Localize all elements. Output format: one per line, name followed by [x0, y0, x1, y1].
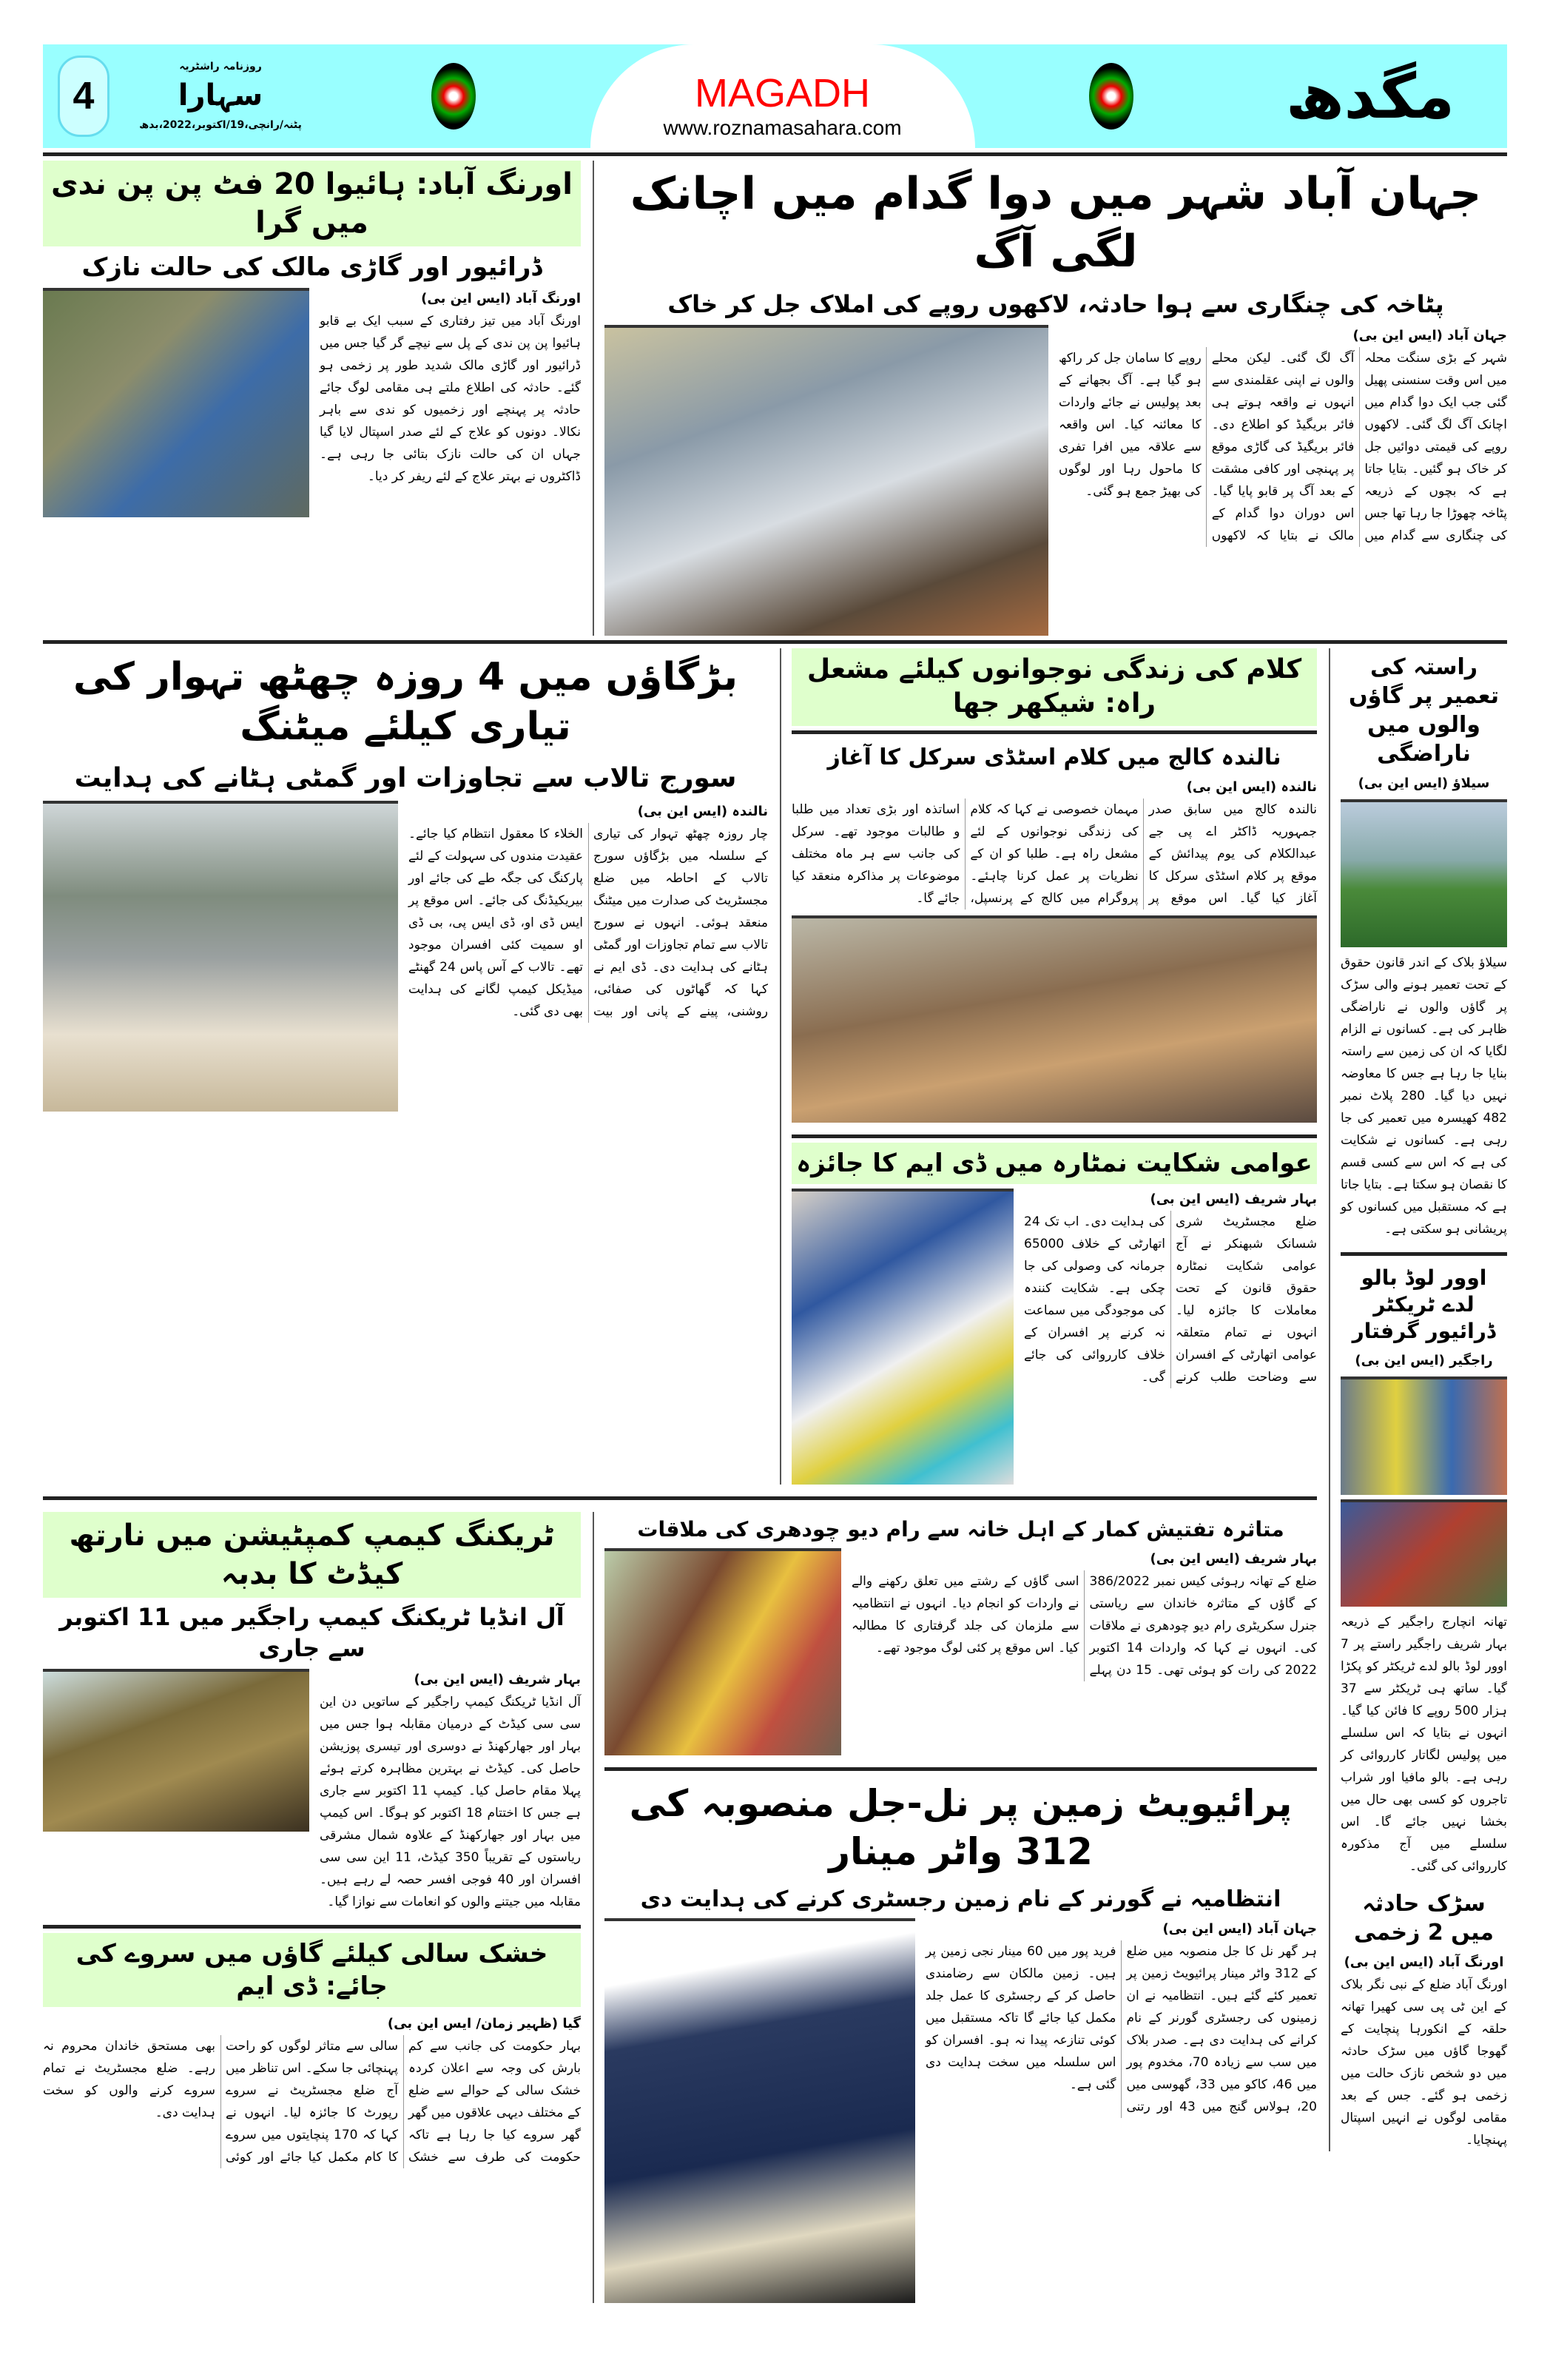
masthead — [43, 44, 1507, 148]
left-column — [43, 1512, 581, 2168]
page-number-badge — [58, 56, 109, 137]
story-body: اورنگ آباد میں تیز رفتاری کے سبب ایک بے قابو ہائیوا پن پن ندی کے پل سے نیچے گر گیا جس میں ڈرائیور اور گاڑی مالک شدید طور پر زخمی ہو گئے۔ حادثہ کی اطلاع ملتے ہی مقامی لوگ جائے حادثہ پر پہنچے اور زخمیوں کو ندی سے باہر نکالا۔ دونوں کو علاج کے لئے صدر اسپتال لایا گیا جہاں ان کی حالت نازک بتائی جا رہی ہے۔ ڈاکٹروں نے بہتر علاج کے لئے ریفر کر دیا۔ — [320, 314, 581, 485]
right-main-column — [593, 1512, 1317, 2302]
story-content — [604, 1548, 1317, 1755]
section-title: مگدھ — [1285, 60, 1455, 132]
story-body: چار روزہ چھٹھ تہوار کی تیاری کے سلسلہ میں بڑگاؤں سورج تالاب کے احاطہ میں ضلع مجسٹریٹ کی صدارت میں میٹنگ منعقد ہوئی۔ انہوں نے سورج تالاب سے تمام تجاوزات اور گمٹی ہٹانے کی ہدایت دی۔ ڈی ایم نے کہا کہ گھاٹوں کی صفائی، روشنی، پینے کے پانی اور بیت الخلاء کا معقول انتظام کیا جائے۔ عقیدت مندوں کی سہولت کے لئے پارکنگ کی جگہ طے کی جائے اور بیریکیڈنگ کی جائے۔ اس موقع پر ایس ڈی او، ڈی ایس پی، بی ڈی او سمیت کئی افسران موجود تھے۔ تالاب کے آس پاس 24 گھنٹے میڈیکل کیمپ لگانے کی ہدایت بھی دی گئی۔ — [408, 826, 768, 1019]
story-victim — [604, 1512, 1317, 1755]
truck-photo — [43, 288, 309, 517]
story-content — [43, 801, 768, 1112]
subhead: ڈرائیور اور گاڑی مالک کی حالت نازک — [81, 252, 542, 282]
paper-logo — [124, 59, 317, 133]
story-body: تھانہ انچارج راجگیر کے ذریعہ بہار شریف راجگیر راستے پر 7 اوور لوڈ بالو لدے ٹریکٹر کو پکڑا گیا۔ ساتھ ہی ٹریکٹر سے 37 ہزار 500 روپے کا فائن کیا گیا۔ انہوں نے بتایا کہ اس سلسلے میں پولیس لگاتار کارروائی کر رہی ہے۔ بالو مافیا اور شراب تاجروں کو کسی بھی حال میں بخشا نہیں جائے گا۔ اس سلسلے میں آج مذکورہ کارروائی کی گئی۔ — [1341, 1614, 1507, 1874]
middle-column — [780, 648, 1317, 1485]
story-chhath — [43, 648, 768, 1112]
row-middle — [43, 648, 1317, 1485]
story-body: نالندہ کالج میں سابق صدر جمہوریہ ڈاکٹر اے پی جے عبدالکلام کی یوم پیدائش کے موقع پر کلام اسٹڈی سرکل کا آغاز کیا گیا۔ اس موقع پر مہمان خصوصی نے کہا کہ کلام کی زندگی نوجوانوں کے لئے مشعل راہ ہے۔ طلبا کو ان کے نظریات پر عمل کرنا چاہئے۔ پروگرام میں کالج کے پرنسپل، اساتذہ اور بڑی تعداد میں طلبا و طالبات موجود تھے۔ سرکل کی جانب سے ہر ماہ مختلف موضوعات پر مذاکرہ منعقد کیا جائے گا۔ — [792, 802, 1317, 907]
headline: متاثرہ تفتیش کمار کے اہل خانہ سے رام دیو چودھری کی ملاقات — [637, 1517, 1284, 1542]
headline: راستہ کی تعمیر پر گاؤں والوں میں ناراضگی — [1349, 653, 1499, 767]
water-tower-photo — [604, 1918, 915, 2303]
story-road — [1341, 648, 1507, 1240]
pond-meeting-photo — [43, 801, 398, 1112]
section-rule — [792, 1134, 1317, 1138]
story-dm-review — [792, 1130, 1317, 1485]
story-text — [408, 801, 768, 1023]
byline: اورنگ آباد (ایس این بی) — [421, 291, 581, 307]
sun-emblem-icon — [1089, 63, 1133, 130]
road-field-photo — [1341, 799, 1507, 947]
story-text — [1024, 1189, 1317, 1388]
subhead: نالندہ کالج میں کلام اسٹڈی سرکل کا آغاز — [827, 744, 1281, 771]
headline: جہان آباد شہر میں دوا گدام میں اچانک لگی آگ — [630, 168, 1482, 278]
byline: نالندہ (ایس این بی) — [637, 803, 768, 819]
story-body: اورنگ آباد ضلع کے نبی نگر بلاک کے این ٹی پی سی کھیرا تھانہ حلقہ کے انکورہا پنچایت کے گھوجا گاؤں میں سڑک حادثہ میں دو شخص نازک حالت میں زخمی ہو گئے۔ جس کے بعد مقامی لوگوں نے انہیں اسپتال پہنچایا۔ — [1341, 1977, 1507, 2148]
story-body: ہر گھر نل کا جل منصوبہ میں ضلع کے 312 واٹر مینار پرائیویٹ زمین پر تعمیر کئے گئے ہیں۔ انتظامیہ نے ان زمینوں کی رجسٹری گورنر کے نام کرانے کی ہدایت دی ہے۔ صدر بلاک میں سب سے زیادہ 70، مخدوم پور میں 46، کاکو میں 33، گھوسی میں 20، ہولاس گنج میں 43 اور رتنی فرید پور میں 60 مینار نجی زمین پر ہیں۔ زمین مالکان سے رضامندی حاصل کر کے رجسٹری کا عمل جلد مکمل کیا جائے گا تاکہ مستقبل میں کوئی تنازعہ پیدا نہ ہو۔ افسران کو اس سلسلہ میں سخت ہدایت دی گئی ہے۔ — [926, 1943, 1318, 2114]
tractor-photo — [1341, 1499, 1507, 1607]
paper-name: سہارا — [178, 78, 263, 112]
right-sidebar — [1329, 648, 1507, 2151]
story-survey — [43, 1920, 581, 2168]
story-text — [1059, 325, 1507, 547]
subhead: پٹاخہ کی چنگاری سے ہوا حادثہ، لاکھوں روپے کی املاک جل کر خاک — [667, 290, 1444, 318]
section-rule — [43, 1496, 1317, 1500]
story-content — [43, 1669, 581, 1913]
story-content — [604, 1918, 1317, 2303]
masthead-rule — [43, 152, 1507, 156]
subhead: انتظامیہ نے گورنر کے نام زمین رجسٹری کرنے کی ہدایت دی — [640, 1886, 1281, 1912]
fire-photo — [604, 325, 1048, 636]
headline: عوامی شکایت نمٹارہ میں ڈی ایم کا جائزہ — [792, 1143, 1317, 1184]
classroom-photo — [792, 915, 1317, 1123]
row-bottom — [43, 1512, 1317, 2302]
main-area — [43, 648, 1317, 2303]
headline: اوور لوڈ بالو لدے ٹریکٹر ڈرائیور گرفتار — [1352, 1265, 1496, 1344]
lower-area — [43, 648, 1507, 2303]
cadets-photo — [43, 1669, 309, 1832]
sun-emblem-icon — [431, 63, 476, 130]
byline: بہار شریف (ایس این بی) — [1150, 1550, 1317, 1567]
story-text — [320, 288, 581, 488]
story-body: ضلع کے تھانہ رہوئی کیس نمبر 386/2022 کے گاؤں کے متاثرہ خاندان سے ریاستی جنرل سکریٹری رام دیو چودھری نے ملاقات کی۔ انہوں نے کہا کہ واردات 14 اکتوبر 2022 کی رات کو ہوئی تھی۔ 15 دن پہلے اسی گاؤں کے رشتے میں تعلق رکھنے والے نے واردات کو انجام دیا۔ انہوں نے انتظامیہ سے ملزمان کی جلد گرفتاری کا مطالبہ کیا۔ اس موقع پر کئی لوگ موجود تھے۔ — [852, 1573, 1318, 1678]
headline: خشک سالی کیلئے گاؤں میں سروے کی جائے: ڈی ایم — [43, 1933, 581, 2007]
story-water — [604, 1763, 1317, 2303]
byline: اورنگ آباد (ایس این بی) — [1344, 1954, 1504, 1970]
brand-title: MAGADH — [694, 71, 870, 115]
story-text — [926, 1918, 1317, 2118]
story-body: ضلع مجسٹریٹ شری شسانک شبھنکر نے آج عوامی شکایت نمٹارہ حقوق قانون کے تحت معاملات کا جائزہ لیا۔ انہوں نے تمام متعلقہ عوامی اتھارٹی کے افسران سے وضاحت طلب کرنے کی ہدایت دی۔ اب تک 24 اتھارٹی کے خلاف 65000 جرمانہ کی وصولی کی جا چکی ہے۔ شکایت کنندہ کی موجودگی میں سماعت نہ کرنے پر افسران کے خلاف کارروائی کی جائے گی۔ — [1024, 1214, 1317, 1385]
headline: پرائیویٹ زمین پر نل-جل منصوبہ کی 312 واٹر مینار — [629, 1781, 1293, 1873]
story-content — [792, 1189, 1317, 1485]
byline: راجگیر (ایس این بی) — [1355, 1352, 1493, 1368]
story-body: آل انڈیا ٹریکنگ کیمپ راجگیر کے ساتویں دن این سی سی کیڈٹ کے درمیان مقابلہ ہوا جس میں بہار اور جھارکھنڈ نے دوسری اور تیسری پوزیشن حاصل کی۔ کیڈٹ نے بہترین مظاہرہ کرتے ہوئے پہلا مقام حاصل کیا۔ کیمپ 11 اکتوبر سے جاری ہے جس کا اختتام 18 اکتوبر کو ہوگا۔ اس کیمپ میں بہار اور جھارکھنڈ کے علاوہ شمال مشرقی ریاستوں کے تقریباً 350 کیڈٹ، 11 این سی سی افسران اور 40 فوجی افسر حصہ لے رہے ہیں۔ مقابلہ میں جیتنے والوں کو انعامات سے نوازا گیا۔ — [320, 1694, 582, 1909]
family-meeting-photo — [604, 1548, 841, 1755]
byline: گیا (ظہیر زمان/ ایس این بی) — [387, 2015, 581, 2031]
subhead: سورج تالاب سے تجاوزات اور گمٹی ہٹانے کی ہدایت — [74, 762, 737, 793]
story-content — [604, 325, 1507, 636]
row-top — [43, 161, 1507, 636]
title-dome — [590, 44, 975, 148]
headline: ٹریکنگ کیمپ کمپٹیشن میں نارتھ کیڈٹ کا بدبہ — [43, 1512, 581, 1598]
byline: بہار شریف (ایس این بی) — [414, 1671, 581, 1687]
edition-date: پٹنہ/رانچی،19/اکتوبر،2022،بدھ — [139, 119, 302, 131]
story-fire — [593, 161, 1507, 636]
story-body: شہر کے بڑی سنگت محلہ میں اس وقت سنسنی پھیل گئی جب ایک دوا گدام میں اچانک آگ لگ گئی۔ لاکھوں روپے کی قیمتی دوائیں جل کر خاک ہو گئیں۔ بتایا جاتا ہے کہ بچوں کے ذریعہ پٹاخہ چھوڑا جا رہا تھا جس کی چنگاری سے گدام میں آگ لگ گئی۔ لیکن محلے والوں نے اپنی عقلمندی سے انہوں نے واقعہ ہوتے ہی فائر بریگیڈ کو اطلاع دی۔ فائر بریگیڈ کی گاڑی موقع پر پہنچی اور کافی مشقت کے بعد آگ پر قابو پایا گیا۔ اس دوران دوا گدام کے مالک نے بتایا کہ لاکھوں روپے کا سامان جل کر راکھ ہو گیا ہے۔ آگ بجھانے کے بعد پولیس نے جائے واردات کا معائنہ کیا۔ اس واقعہ سے علاقہ میں افرا تفری کا ماحول رہا اور لوگوں کی بھیڑ جمع ہو گئی۔ — [1059, 350, 1507, 543]
story-content — [43, 288, 581, 517]
page-number: 4 — [73, 75, 95, 118]
story-kalam — [792, 648, 1317, 1123]
byline: سیلاؤ (ایس این بی) — [1358, 775, 1490, 791]
headline: اورنگ آباد: ہائیوا 20 فٹ پن پن ندی میں گرا — [43, 161, 581, 246]
story-body: سیلاؤ بلاک کے اندر قانون حقوق کے تحت تعمیر ہونے والی سڑک پر گاؤں والوں نے ناراضگی ظاہر کی ہے۔ کسانوں نے الزام لگایا کہ ان کی زمین سے راستہ بنایا جا رہا ہے جس کا معاوضہ نہیں دیا گیا۔ 280 پلاٹ نمبر 482 کھیسرہ میں تعمیر کی جا رہی ہے۔ کسانوں نے شکایت کی ہے کہ اس سے کسی قسم کا نقصان ہو سکتا ہے۔ بتایا جاتا ہے کہ مستقبل میں کسانوں کو پریشانی ہو سکتی ہے۔ — [1341, 955, 1507, 1237]
byline: جہان آباد (ایس این بی) — [1162, 1920, 1317, 1937]
website-url: www.roznamasahara.com — [663, 116, 902, 139]
story-trekking — [43, 1512, 581, 1912]
section-rule — [43, 1925, 581, 1929]
story-accident — [1341, 1885, 1507, 2151]
section-rule — [43, 640, 1507, 644]
dm-office-photo — [792, 1189, 1014, 1485]
story-body: بہار حکومت کی جانب سے کم بارش کی وجہ سے اعلان کردہ خشک سالی کے حوالے سے ضلع کے مختلف دیہی علاقوں میں گھر گھر سروے کیا جا رہا ہے تاکہ حکومت کی طرف سے خشک سالی سے متاثر لوگوں کو راحت پہنچائی جا سکے۔ اس تناظر میں آج ضلع مجسٹریٹ نے سروے رپورٹ کا جائزہ لیا۔ انہوں نے کہا کہ 170 پنچایتوں میں سروے کا کام مکمل کیا جائے اور کوئی بھی مستحق خاندان محروم نہ رہے۔ ضلع مجسٹریٹ نے تمام سروے کرنے والوں کو سخت ہدایت دی۔ — [43, 2038, 581, 2165]
byline: جہان آباد (ایس این بی) — [1352, 327, 1507, 343]
story-hyva — [43, 161, 581, 517]
byline: بہار شریف (ایس این بی) — [1150, 1191, 1317, 1208]
section-rule — [792, 730, 1317, 734]
section-rule — [604, 1767, 1317, 1771]
headline: سڑک حادثہ میں 2 زخمی — [1354, 1890, 1494, 1946]
story-text — [852, 1548, 1317, 1681]
paper-tagline: روزنامہ راشٹریہ — [179, 61, 262, 73]
masthead-left — [58, 56, 317, 137]
story-text — [320, 1669, 581, 1913]
section-rule — [1341, 1252, 1507, 1256]
headline: کلام کی زندگی نوجوانوں کیلئے مشعل راہ: شیکھر جھا — [792, 648, 1317, 727]
byline: نالندہ (ایس این بی) — [1186, 779, 1317, 796]
headline: بڑگاؤں میں 4 روزہ چھٹھ تہوار کی تیاری کیلئے میٹنگ — [73, 654, 738, 750]
story-tractor — [1341, 1248, 1507, 1878]
subhead: آل انڈیا ٹریکنگ کیمپ راجگیر میں 11 اکتوبر سے جاری — [59, 1603, 565, 1662]
tractor-drivers-photo — [1341, 1376, 1507, 1495]
